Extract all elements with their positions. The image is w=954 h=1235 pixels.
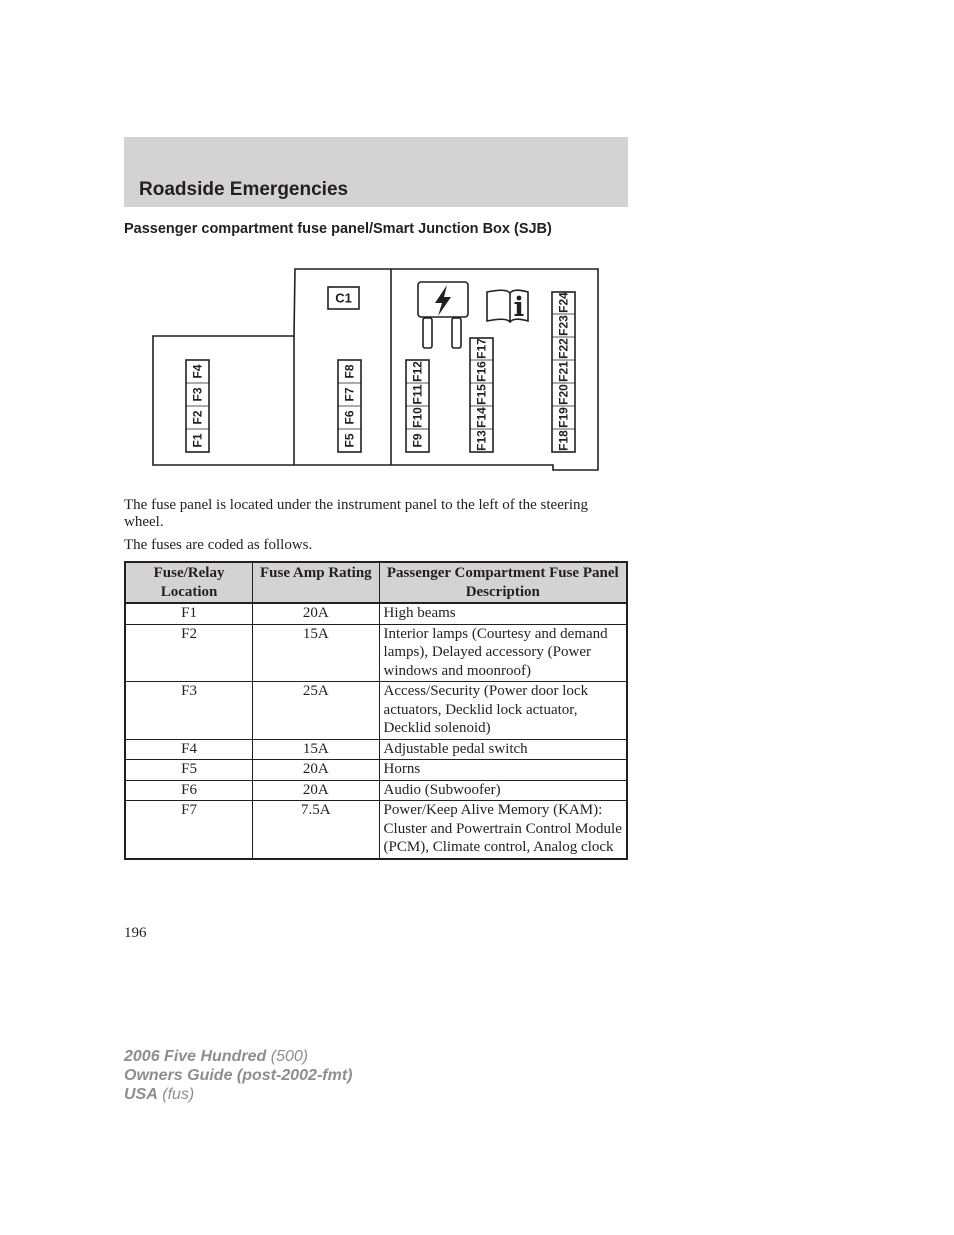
- footer-model-code: (500): [270, 1048, 309, 1065]
- fuse-label-f5: F5: [342, 433, 357, 448]
- fuse-rating: 20A: [253, 603, 379, 624]
- table-row: [125, 624, 627, 682]
- fuse-label-f1: F1: [190, 433, 205, 448]
- fuse-description: High beams: [379, 603, 627, 624]
- fuse-label-f4: F4: [190, 364, 205, 379]
- manual-info-icon: [515, 296, 524, 316]
- fuse-location: F2: [125, 624, 253, 682]
- fuse-description: Interior lamps (Courtesy and demand lamps), Delayed accessory (Power windows and moonroof): [379, 624, 627, 682]
- footer-line-2: [124, 1066, 352, 1085]
- fuse-label-f8: F8: [342, 364, 357, 379]
- column-header-rating: Fuse Amp Rating: [253, 562, 379, 603]
- fuse-location: F5: [125, 760, 253, 781]
- panel-outline: [153, 269, 598, 470]
- fuse-label-f15: F15: [474, 384, 489, 405]
- table-row: [125, 780, 627, 801]
- fuse-location: F3: [125, 682, 253, 740]
- connector-c1-label: C1: [335, 290, 352, 306]
- fuse-label-f24: F24: [556, 292, 571, 313]
- fuse-label-f20: F20: [556, 384, 571, 405]
- footer-line-3: [124, 1085, 352, 1104]
- footer-line-1: [124, 1047, 352, 1066]
- fuse-label-f7: F7: [342, 387, 357, 402]
- fuse-rating: 15A: [253, 739, 379, 760]
- fuse-label-f18: F18: [556, 430, 571, 451]
- table-row: [125, 801, 627, 859]
- page-number: 196: [124, 925, 147, 941]
- column-header-description: Passenger Compartment Fuse Panel Description: [379, 562, 627, 603]
- fuse-table: [124, 561, 628, 860]
- fuse-label-f10: F10: [410, 407, 425, 428]
- footer-market-code: (fus): [162, 1086, 195, 1103]
- section-title: Roadside Emergencies: [139, 179, 349, 200]
- table-row: [125, 682, 627, 740]
- footer-model: 2006 Five Hundred: [124, 1048, 267, 1065]
- fuse-rating: 7.5A: [253, 801, 379, 859]
- fuse-label-f22: F22: [556, 338, 571, 359]
- fuse-label-f3: F3: [190, 387, 205, 402]
- fuse-description: Adjustable pedal switch: [379, 739, 627, 760]
- location-paragraph: The fuse panel is located under the instrument panel to the left of the steering wheel.: [124, 497, 589, 530]
- fuse-label-f9: F9: [410, 433, 425, 448]
- fuse-label-f23: F23: [556, 315, 571, 336]
- table-header-row: [125, 562, 627, 603]
- fuse-label-f12: F12: [410, 361, 425, 382]
- fuse-label-f14: F14: [474, 407, 489, 428]
- fuse-label-f2: F2: [190, 410, 205, 425]
- fuse-description: Access/Security (Power door lock actuators, Decklid lock actuator, Decklid solenoid): [379, 682, 627, 740]
- footer-guide: Owners Guide (post-2002-fmt): [124, 1067, 353, 1084]
- fuse-label-f21: F21: [556, 361, 571, 382]
- fuse-label-f19: F19: [556, 407, 571, 428]
- fuse-description: Horns: [379, 760, 627, 781]
- fuse-label-f13: F13: [474, 430, 489, 451]
- lightning-bolt-icon: [435, 285, 451, 316]
- fuse-description: Audio (Subwoofer): [379, 780, 627, 801]
- fuse-location: F7: [125, 801, 253, 859]
- subheading: Passenger compartment fuse panel/Smart Junction Box (SJB): [124, 221, 552, 237]
- fuse-rating: 20A: [253, 780, 379, 801]
- fuse-rating: 15A: [253, 624, 379, 682]
- table-row: [125, 739, 627, 760]
- fuse-location: F6: [125, 780, 253, 801]
- fuse-location: F4: [125, 739, 253, 760]
- document-footer: [124, 1047, 352, 1104]
- fuse-label-f11: F11: [410, 384, 425, 405]
- fuse-panel-diagram: [150, 265, 605, 475]
- table-row: [125, 760, 627, 781]
- table-row: [125, 603, 627, 624]
- fuse-rating: 25A: [253, 682, 379, 740]
- fuse-label-f16: F16: [474, 361, 489, 382]
- fuse-description: Power/Keep Alive Memory (KAM): Cluster and Powertrain Control Module (PCM), Climate control, Analog clock: [379, 801, 627, 859]
- fuse-rating: 20A: [253, 760, 379, 781]
- fuse-location: F1: [125, 603, 253, 624]
- fuse-label-f6: F6: [342, 410, 357, 425]
- section-header: [124, 137, 628, 207]
- footer-market: USA: [124, 1086, 158, 1103]
- fuse-label-f17: F17: [474, 338, 489, 359]
- coding-paragraph: The fuses are coded as follows.: [124, 537, 313, 553]
- column-header-location: Fuse/Relay Location: [125, 562, 253, 603]
